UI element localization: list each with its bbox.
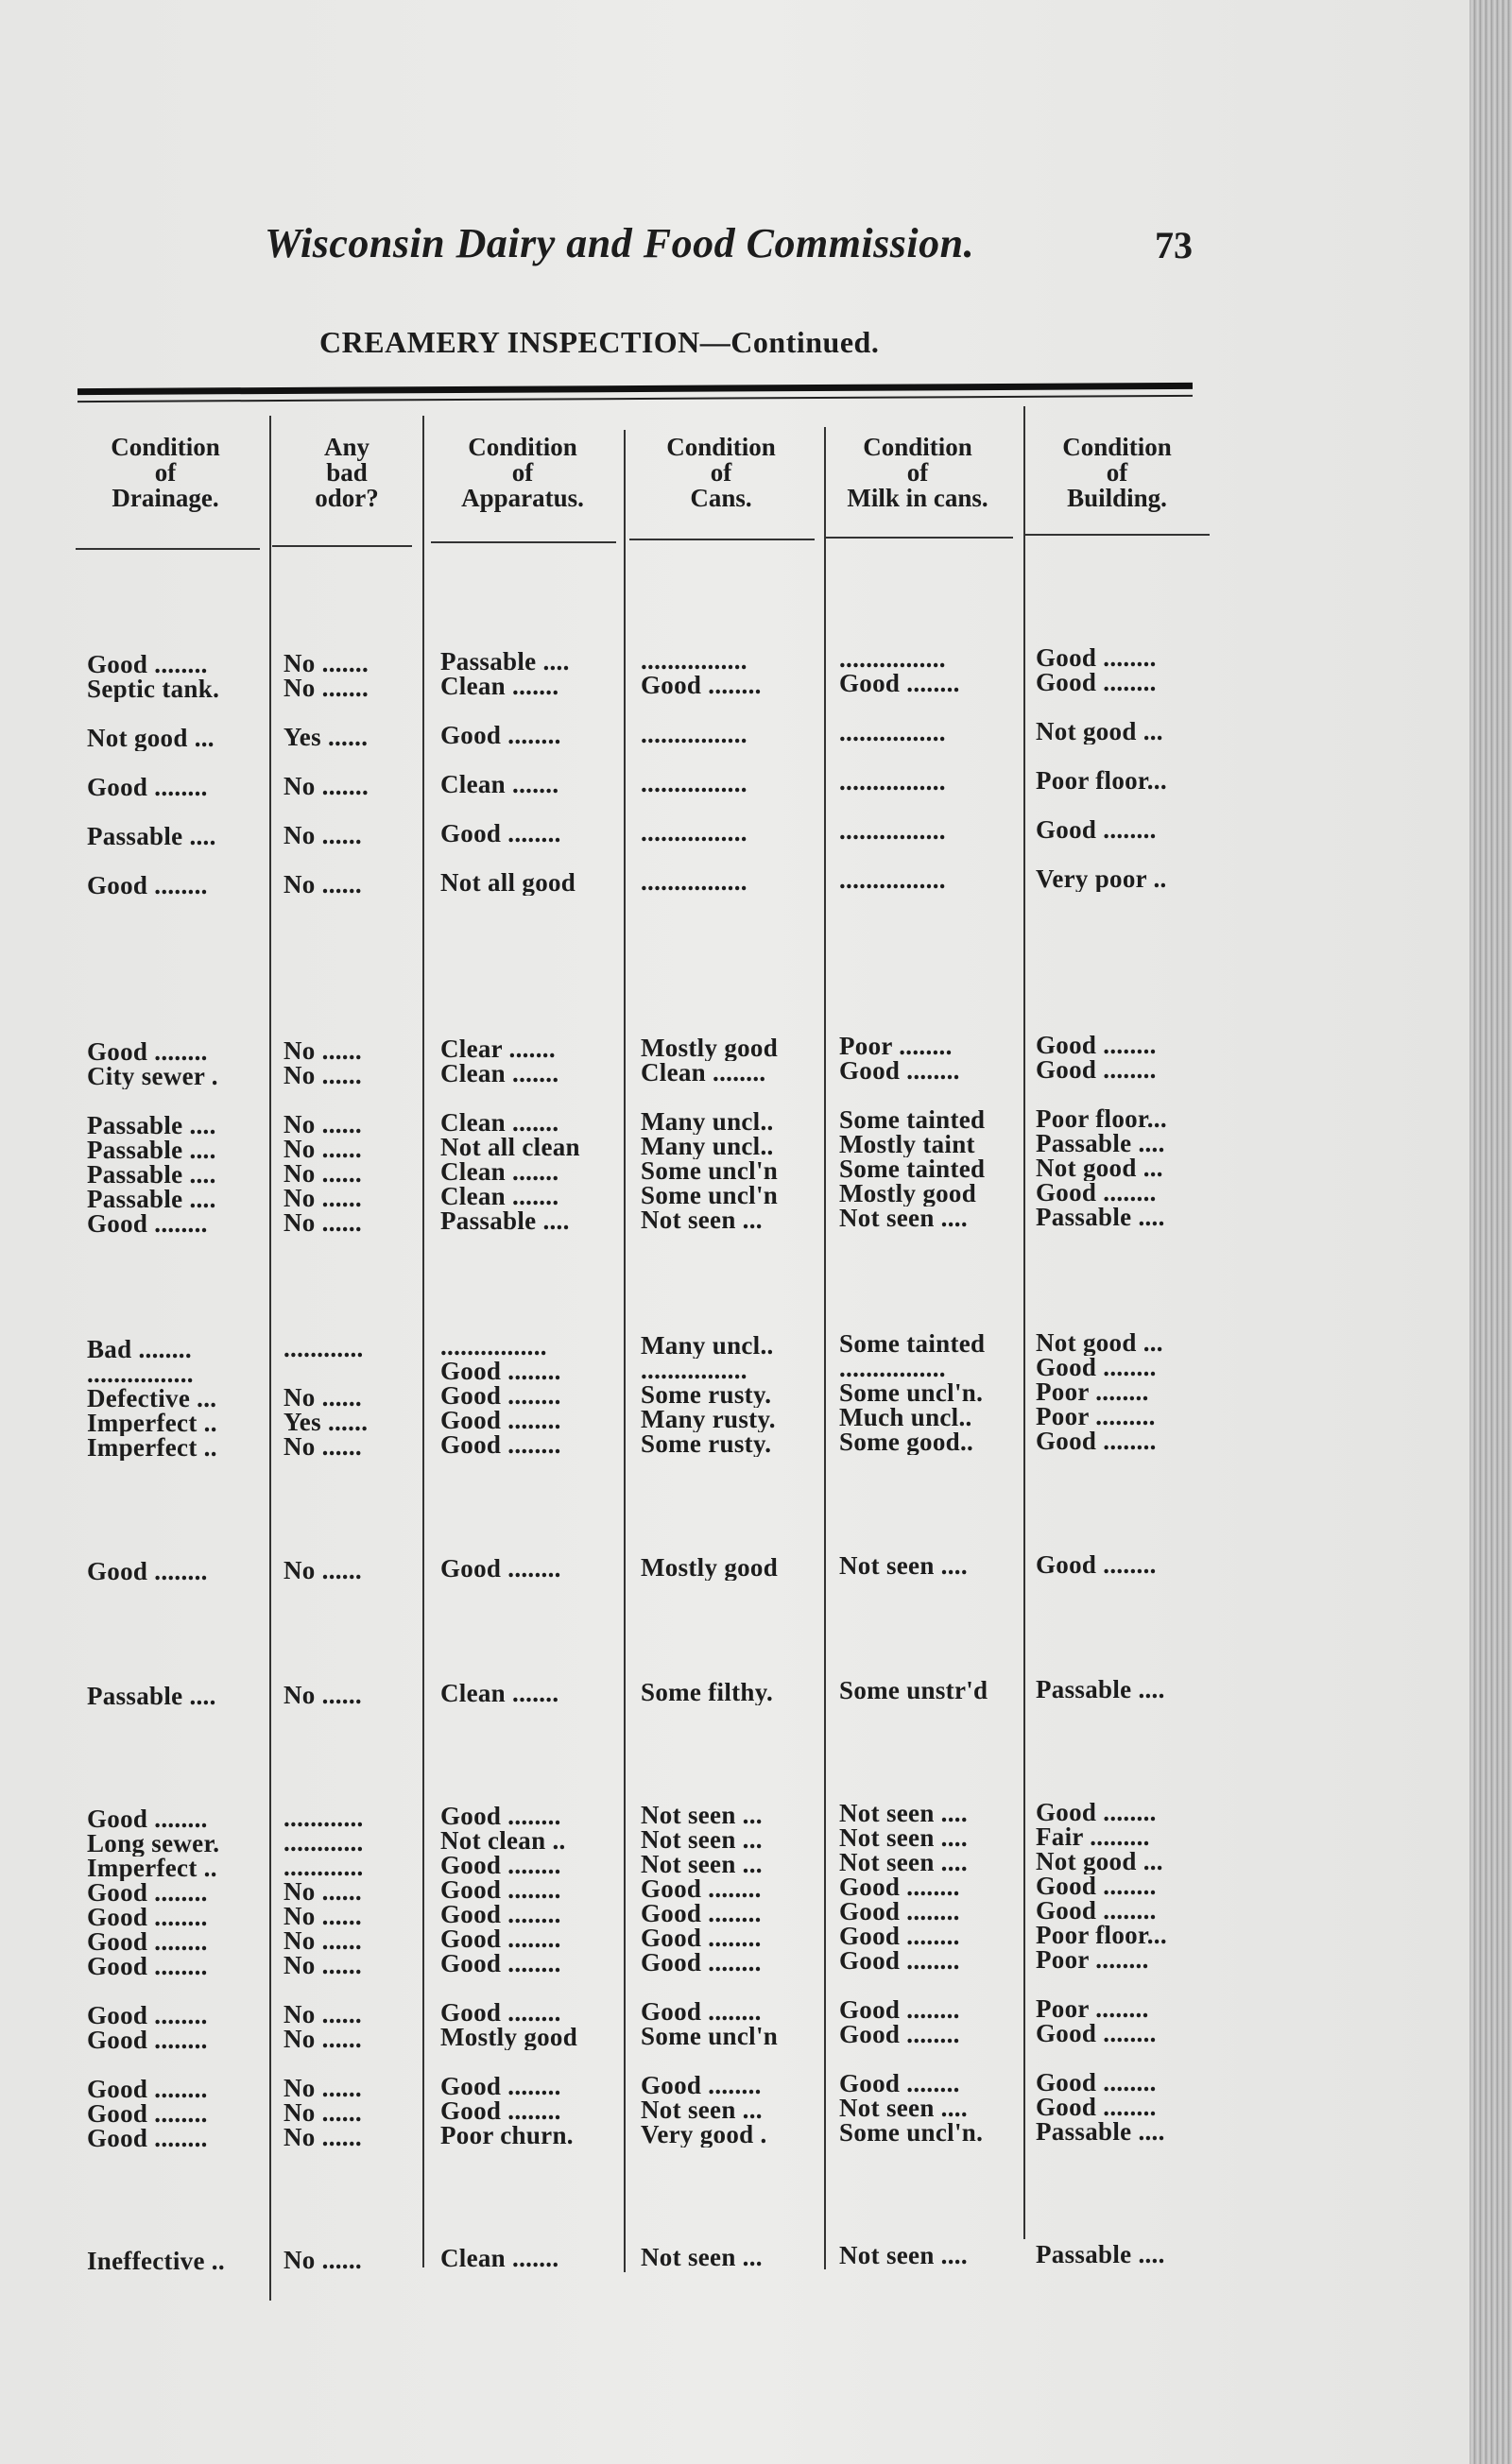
cell-odor: No ...... bbox=[284, 1185, 362, 1211]
cell-drainage: Long sewer. bbox=[87, 1831, 220, 1857]
cell-drainage: Good ........ bbox=[87, 652, 208, 677]
page-number: 73 bbox=[1155, 224, 1193, 266]
cell-milk: Some tainted bbox=[839, 1107, 986, 1133]
cell-cans: Some uncl'n bbox=[641, 1182, 779, 1208]
cell-cans: Good ........ bbox=[641, 1875, 762, 1902]
cell-milk: Good ........ bbox=[839, 2071, 960, 2096]
header-underline-drainage bbox=[76, 548, 260, 550]
cell-milk: ................ bbox=[839, 720, 946, 745]
cell-building: Good ........ bbox=[1036, 1428, 1157, 1454]
header-building: Condition of Building. bbox=[1062, 433, 1172, 512]
cell-drainage: ................ bbox=[87, 1361, 194, 1387]
cell-cans: ................ bbox=[641, 647, 747, 674]
cell-milk: Good ........ bbox=[839, 1058, 960, 1084]
cell-building: Not good ... bbox=[1036, 1848, 1163, 1874]
cell-cans: Not seen ... bbox=[641, 2244, 763, 2270]
cell-milk: Some tainted bbox=[839, 1331, 986, 1357]
cell-odor: No ...... bbox=[284, 871, 362, 898]
cell-milk: Some uncl'n. bbox=[839, 1380, 984, 1406]
cell-milk: ................ bbox=[839, 769, 946, 795]
page-edge bbox=[1469, 0, 1512, 2464]
cell-odor: ............ bbox=[284, 1805, 364, 1831]
cell-milk: Mostly good bbox=[839, 1181, 977, 1206]
cell-building: Good ........ bbox=[1036, 1354, 1157, 1380]
cell-odor: No ...... bbox=[284, 1160, 362, 1187]
cell-building: Good ........ bbox=[1036, 1032, 1157, 1058]
cell-milk: Good ........ bbox=[839, 1899, 960, 1925]
cell-drainage: Good ........ bbox=[87, 1880, 208, 1906]
cell-drainage: Passable .... bbox=[87, 1684, 216, 1709]
cell-odor: No ....... bbox=[284, 650, 369, 676]
cell-cans: ................ bbox=[641, 1357, 747, 1383]
cell-milk: Not seen .... bbox=[839, 1206, 968, 1231]
cell-apparatus: Clean ....... bbox=[440, 1159, 559, 1185]
cell-drainage: Good ........ bbox=[87, 2028, 208, 2053]
cell-drainage: Good ........ bbox=[87, 2003, 208, 2028]
cell-drainage: Passable .... bbox=[87, 1113, 216, 1138]
header-underline-milk bbox=[826, 537, 1013, 539]
cell-cans: ................ bbox=[641, 868, 747, 895]
cell-odor: ............ bbox=[284, 1854, 364, 1880]
cell-drainage: Good ........ bbox=[87, 2077, 208, 2102]
cell-apparatus: Good ........ bbox=[440, 2098, 561, 2124]
cell-building: Good ........ bbox=[1036, 1056, 1157, 1083]
cell-cans: Many uncl.. bbox=[641, 1332, 774, 1359]
cell-building: Good ........ bbox=[1036, 1551, 1157, 1578]
cell-cans: ................ bbox=[641, 721, 747, 747]
cell-drainage: Good ........ bbox=[87, 775, 208, 800]
cell-cans: Some rusty. bbox=[641, 1381, 772, 1408]
cell-apparatus: Good ........ bbox=[440, 1877, 561, 1903]
header-underline-odor bbox=[272, 545, 412, 547]
cell-cans: Not seen ... bbox=[641, 1826, 763, 1853]
cell-drainage: City sewer . bbox=[87, 1064, 218, 1089]
cell-odor: No ...... bbox=[284, 2026, 362, 2052]
cell-apparatus: Not all good bbox=[440, 870, 576, 896]
cell-drainage: Good ........ bbox=[87, 1559, 208, 1584]
cell-milk: Some tainted bbox=[839, 1156, 986, 1182]
cell-building: Poor floor... bbox=[1036, 1922, 1167, 1948]
cell-drainage: Defective ... bbox=[87, 1386, 217, 1412]
cell-milk: Good ........ bbox=[839, 671, 960, 696]
cell-building: Good ........ bbox=[1036, 1873, 1157, 1899]
cell-odor: Yes ...... bbox=[284, 724, 369, 750]
cell-apparatus: Good ........ bbox=[440, 1556, 561, 1582]
cell-apparatus: Good ........ bbox=[440, 723, 561, 748]
cell-milk: Some unstr'd bbox=[839, 1678, 988, 1703]
cell-odor: No ...... bbox=[284, 1433, 362, 1460]
cell-milk: Poor ........ bbox=[839, 1034, 953, 1059]
cell-apparatus: Good ........ bbox=[440, 1951, 561, 1976]
cell-cans: Some filthy. bbox=[641, 1679, 774, 1705]
cell-drainage: Good ........ bbox=[87, 873, 208, 898]
cell-milk: ................ bbox=[839, 646, 946, 672]
cell-building: Poor floor... bbox=[1036, 767, 1167, 794]
cell-milk: Not seen .... bbox=[839, 1850, 968, 1875]
cell-apparatus: Not all clean bbox=[440, 1135, 580, 1160]
cell-building: Not good ... bbox=[1036, 1329, 1163, 1356]
cell-building: Good ........ bbox=[1036, 644, 1157, 671]
header-underline-cans bbox=[629, 539, 815, 540]
cell-cans: Good ........ bbox=[641, 1900, 762, 1926]
cell-odor: No ...... bbox=[284, 1062, 362, 1088]
cell-drainage: Good ........ bbox=[87, 1211, 208, 1237]
cell-cans: Many uncl.. bbox=[641, 1108, 774, 1135]
header-drainage: Condition of Drainage. bbox=[111, 433, 220, 512]
cell-apparatus: Clean ....... bbox=[440, 674, 559, 699]
cell-building: Fair ......... bbox=[1036, 1823, 1150, 1850]
cell-drainage: Passable .... bbox=[87, 1187, 216, 1212]
cell-milk: Good ........ bbox=[839, 1874, 960, 1900]
cell-cans: Some rusty. bbox=[641, 1430, 772, 1457]
cell-apparatus: Good ........ bbox=[440, 2074, 561, 2099]
cell-building: Passable .... bbox=[1036, 2241, 1165, 2267]
cell-odor: No ....... bbox=[284, 773, 369, 799]
cell-apparatus: Good ........ bbox=[440, 1359, 561, 1384]
cell-apparatus: Clean ....... bbox=[440, 1061, 559, 1087]
cell-odor: No ...... bbox=[284, 1952, 362, 1978]
cell-apparatus: Good ........ bbox=[440, 821, 561, 847]
cell-apparatus: Poor churn. bbox=[440, 2123, 574, 2148]
cell-apparatus: Passable .... bbox=[440, 649, 570, 675]
cell-building: Good ........ bbox=[1036, 1799, 1157, 1825]
cell-drainage: Good ........ bbox=[87, 1905, 208, 1930]
cell-milk: ................ bbox=[839, 818, 946, 844]
cell-drainage: Not good ... bbox=[87, 726, 215, 751]
cell-odor: No ...... bbox=[284, 1136, 362, 1162]
header-milk: Condition of Milk in cans. bbox=[847, 433, 988, 512]
cell-apparatus: Good ........ bbox=[440, 1804, 561, 1829]
cell-building: Poor ........ bbox=[1036, 1946, 1149, 1973]
cell-building: Good ........ bbox=[1036, 669, 1157, 695]
cell-drainage: Passable .... bbox=[87, 1138, 216, 1163]
cell-drainage: Imperfect .. bbox=[87, 1856, 217, 1881]
header-underline-building bbox=[1024, 534, 1210, 536]
cell-milk: ................ bbox=[839, 1356, 946, 1381]
cell-building: Not good ... bbox=[1036, 1155, 1163, 1181]
cell-odor: No ...... bbox=[284, 1111, 362, 1138]
cell-building: Poor ........ bbox=[1036, 1995, 1149, 2022]
cell-milk: Good ........ bbox=[839, 1948, 960, 1974]
cell-drainage: Good ........ bbox=[87, 2101, 208, 2127]
cell-odor: No ...... bbox=[284, 2124, 362, 2150]
cell-cans: Very good . bbox=[641, 2121, 767, 2147]
header-odor: Any bad odor? bbox=[315, 433, 379, 512]
cell-apparatus: Clean ....... bbox=[440, 1681, 559, 1706]
cell-drainage: Good ........ bbox=[87, 1954, 208, 1979]
cell-odor: ............ bbox=[284, 1829, 364, 1856]
header-cans: Condition of Cans. bbox=[666, 433, 776, 512]
cell-cans: Good ........ bbox=[641, 2072, 762, 2098]
cell-building: Good ........ bbox=[1036, 816, 1157, 843]
cell-apparatus: Good ........ bbox=[440, 2000, 561, 2026]
cell-apparatus: Clean ....... bbox=[440, 1110, 559, 1136]
cell-odor: No ...... bbox=[284, 1903, 362, 1929]
cell-milk: Much uncl.. bbox=[839, 1405, 972, 1430]
cell-cans: Not seen ... bbox=[641, 1206, 763, 1233]
cell-odor: No ...... bbox=[284, 822, 362, 848]
cell-drainage: Ineffective .. bbox=[87, 2249, 225, 2274]
cell-building: Good ........ bbox=[1036, 2069, 1157, 2096]
cell-drainage: Good ........ bbox=[87, 1039, 208, 1065]
cell-building: Good ........ bbox=[1036, 2094, 1157, 2120]
cell-odor: Yes ...... bbox=[284, 1409, 369, 1435]
cell-milk: Not seen .... bbox=[839, 1553, 968, 1579]
cell-odor: No ...... bbox=[284, 1682, 362, 1708]
cell-apparatus: ................ bbox=[440, 1334, 547, 1360]
cell-odor: No ...... bbox=[284, 1209, 362, 1236]
cell-odor: No ...... bbox=[284, 2001, 362, 2028]
cell-cans: Not seen ... bbox=[641, 1802, 763, 1828]
cell-milk: Mostly taint bbox=[839, 1132, 975, 1157]
cell-milk: Some good.. bbox=[839, 1429, 974, 1455]
cell-cans: Many uncl.. bbox=[641, 1133, 774, 1159]
cell-milk: ................ bbox=[839, 867, 946, 893]
cell-odor: No ...... bbox=[284, 2075, 362, 2101]
cell-cans: Not seen ... bbox=[641, 1851, 763, 1877]
cell-apparatus: Good ........ bbox=[440, 1926, 561, 1952]
cell-odor: No ...... bbox=[284, 1557, 362, 1583]
cell-drainage: Imperfect .. bbox=[87, 1435, 217, 1461]
cell-odor: ............ bbox=[284, 1335, 364, 1361]
cell-drainage: Septic tank. bbox=[87, 676, 220, 702]
cell-apparatus: Good ........ bbox=[440, 1383, 561, 1409]
cell-cans: Some uncl'n bbox=[641, 2023, 779, 2049]
cell-building: Passable .... bbox=[1036, 2118, 1165, 2145]
cell-building: Very poor .. bbox=[1036, 865, 1167, 892]
cell-apparatus: Mostly good bbox=[440, 2025, 578, 2050]
cell-cans: Mostly good bbox=[641, 1035, 779, 1061]
cell-apparatus: Clear ....... bbox=[440, 1036, 556, 1062]
cell-cans: ................ bbox=[641, 770, 747, 796]
cell-cans: Good ........ bbox=[641, 1998, 762, 2025]
cell-building: Poor ......... bbox=[1036, 1403, 1156, 1429]
cell-cans: Many rusty. bbox=[641, 1406, 776, 1432]
cell-cans: ................ bbox=[641, 819, 747, 846]
cell-building: Passable .... bbox=[1036, 1676, 1165, 1703]
cell-apparatus: Good ........ bbox=[440, 1853, 561, 1878]
cell-drainage: Imperfect .. bbox=[87, 1411, 217, 1436]
cell-odor: No ...... bbox=[284, 2099, 362, 2126]
cell-drainage: Good ........ bbox=[87, 2126, 208, 2151]
cell-apparatus: Good ........ bbox=[440, 1432, 561, 1458]
cell-drainage: Passable .... bbox=[87, 1162, 216, 1188]
cell-milk: Good ........ bbox=[839, 1997, 960, 2023]
double-rule-thick bbox=[77, 383, 1193, 395]
cell-building: Good ........ bbox=[1036, 1179, 1157, 1206]
cell-drainage: Good ........ bbox=[87, 1806, 208, 1832]
cell-building: Poor ........ bbox=[1036, 1378, 1149, 1405]
section-title: CREAMERY INSPECTION—Continued. bbox=[319, 325, 880, 359]
cell-odor: No ...... bbox=[284, 1037, 362, 1064]
cell-apparatus: Clean ....... bbox=[440, 1184, 559, 1209]
cell-milk: Some uncl'n. bbox=[839, 2120, 984, 2146]
cell-milk: Good ........ bbox=[839, 2022, 960, 2047]
cell-odor: No ...... bbox=[284, 2247, 362, 2273]
cell-odor: No ...... bbox=[284, 1384, 362, 1411]
cell-milk: Not seen .... bbox=[839, 2096, 968, 2121]
cell-building: Good ........ bbox=[1036, 2020, 1157, 2046]
cell-milk: Not seen .... bbox=[839, 2243, 968, 2268]
cell-apparatus: Good ........ bbox=[440, 1408, 561, 1433]
cell-building: Not good ... bbox=[1036, 718, 1163, 744]
double-rule-thin bbox=[77, 395, 1193, 402]
cell-milk: Not seen .... bbox=[839, 1825, 968, 1851]
cell-apparatus: Clean ....... bbox=[440, 2246, 559, 2271]
header-apparatus: Condition of Apparatus. bbox=[461, 433, 584, 512]
cell-cans: Good ........ bbox=[641, 1949, 762, 1976]
cell-building: Passable .... bbox=[1036, 1130, 1165, 1156]
cell-cans: Good ........ bbox=[641, 1925, 762, 1951]
cell-building: Poor floor... bbox=[1036, 1105, 1167, 1132]
cell-cans: Clean ........ bbox=[641, 1059, 766, 1086]
cell-drainage: Passable .... bbox=[87, 824, 216, 849]
cell-cans: Good ........ bbox=[641, 672, 762, 698]
cell-apparatus: Good ........ bbox=[440, 1902, 561, 1927]
cell-drainage: Good ........ bbox=[87, 1929, 208, 1955]
cell-cans: Not seen ... bbox=[641, 2096, 763, 2123]
cell-building: Good ........ bbox=[1036, 1897, 1157, 1924]
cell-apparatus: Clean ....... bbox=[440, 772, 559, 797]
cell-odor: No ...... bbox=[284, 1878, 362, 1905]
header-underline-apparatus bbox=[431, 541, 616, 543]
running-head: Wisconsin Dairy and Food Commission. bbox=[265, 220, 975, 266]
cell-odor: No ....... bbox=[284, 675, 369, 701]
cell-milk: Good ........ bbox=[839, 1924, 960, 1949]
cell-cans: Mostly good bbox=[641, 1554, 779, 1581]
cell-odor: No ...... bbox=[284, 1927, 362, 1954]
cell-drainage: Bad ........ bbox=[87, 1337, 192, 1362]
cell-apparatus: Not clean .. bbox=[440, 1828, 566, 1854]
cell-cans: Some uncl'n bbox=[641, 1157, 779, 1184]
cell-milk: Not seen .... bbox=[839, 1801, 968, 1826]
cell-apparatus: Passable .... bbox=[440, 1208, 570, 1234]
cell-building: Passable .... bbox=[1036, 1204, 1165, 1230]
